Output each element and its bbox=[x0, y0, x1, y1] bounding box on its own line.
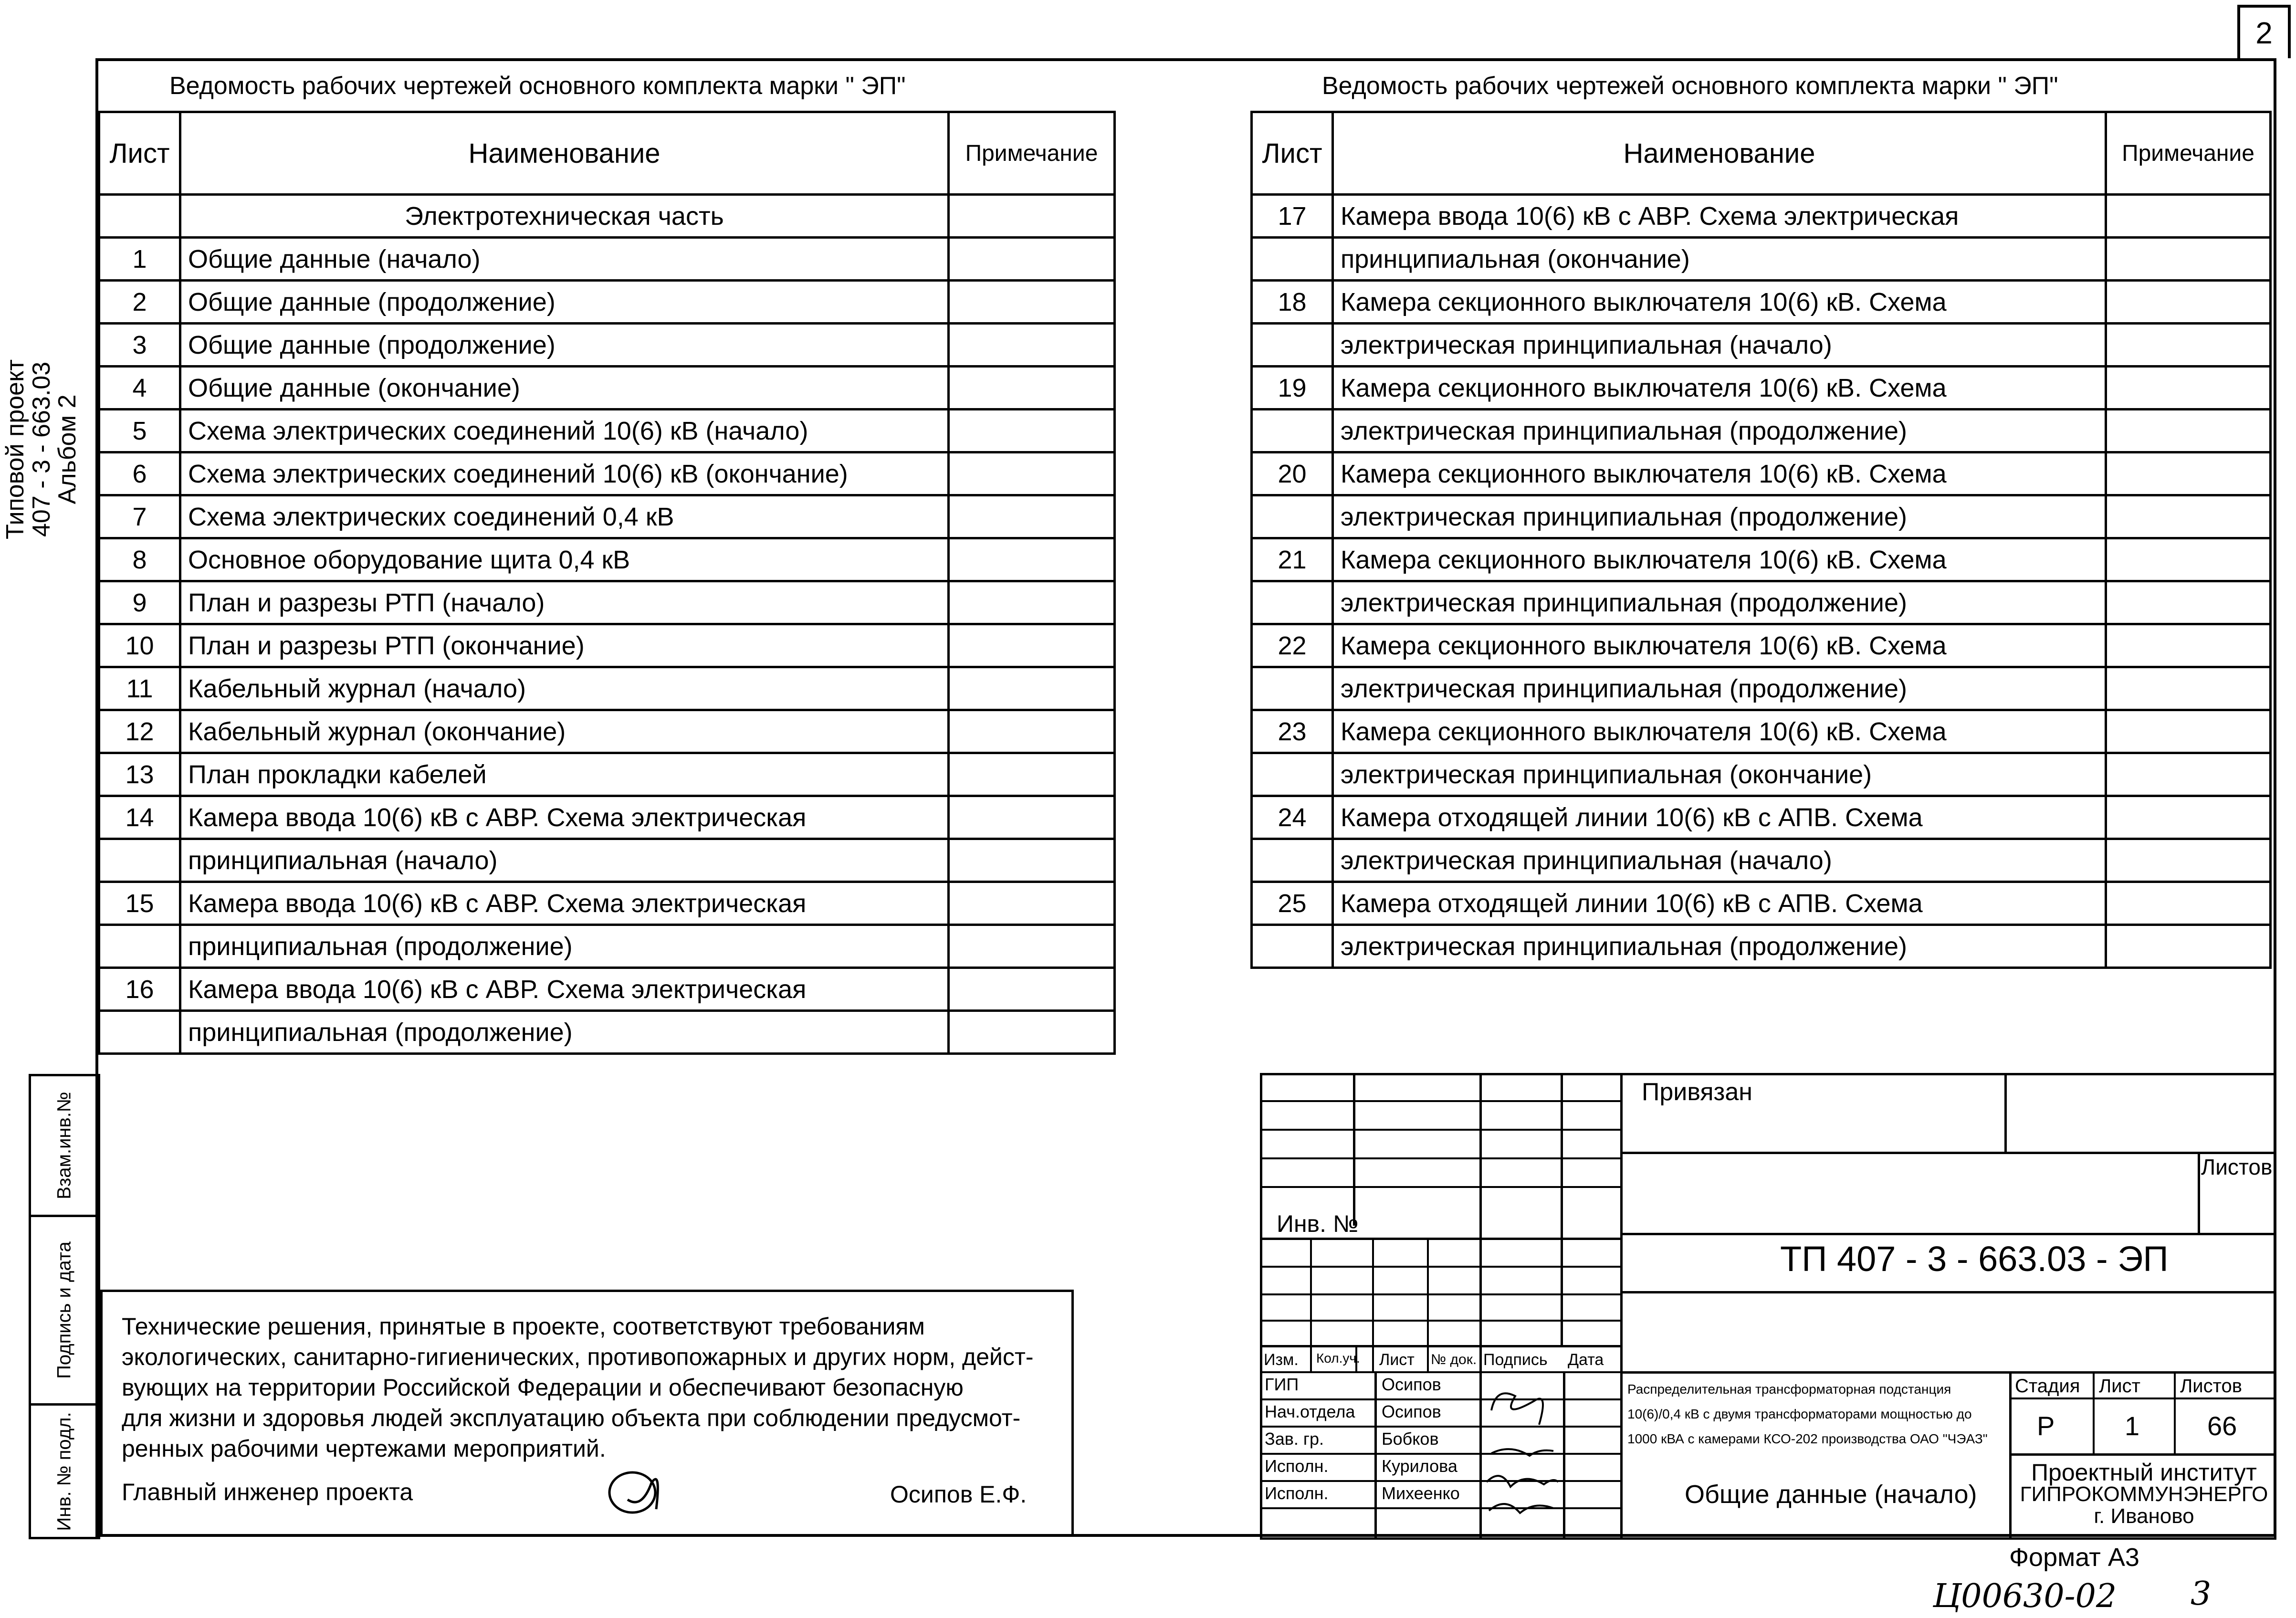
sheet-note bbox=[2106, 581, 2271, 624]
side-line-2: 407 - 3 - 663.03 bbox=[27, 361, 55, 537]
right-table-row bbox=[1252, 925, 2271, 968]
organization: Проектный институт ГИПРОКОММУНЭНЕРГО г. Иваново bbox=[2020, 1459, 2268, 1528]
sheet-number bbox=[99, 839, 180, 882]
left-table-row bbox=[99, 238, 1115, 281]
sheet-name: Схема электрических соединений 0,4 кВ bbox=[180, 495, 949, 538]
sheet-number bbox=[1252, 324, 1333, 367]
right-table-row bbox=[1252, 538, 2271, 581]
sheet-note bbox=[949, 1011, 1115, 1054]
sheet-note bbox=[949, 410, 1115, 452]
left-table-row bbox=[99, 624, 1115, 667]
sheet-name: Камера секционного выключателя 10(6) кВ. Схема bbox=[1333, 452, 2106, 495]
sheet-name: электрическая принципиальная (начало) bbox=[1333, 324, 2106, 367]
sheet-note bbox=[2106, 710, 2271, 753]
technical-note-box bbox=[100, 1290, 1074, 1537]
sheet-name: Общие данные (продолжение) bbox=[180, 281, 949, 324]
sheet-name: принципиальная (продолжение) bbox=[180, 1011, 949, 1054]
sheet-name: Кабельный журнал (начало) bbox=[180, 667, 949, 710]
sheet-name: Камера ввода 10(6) кВ с АВР. Схема электрическая bbox=[1333, 195, 2106, 238]
object-description: Распределительная трансформаторная подстанция 10(6)/0,4 кВ с двумя трансформаторами мощностью до 1000 кВА с камерами КСО-202 производства ОАО "ЧЭАЗ" bbox=[1627, 1382, 1988, 1446]
left-table-row bbox=[99, 367, 1115, 410]
sheet-number: 2 bbox=[99, 281, 180, 324]
sheet-number: 25 bbox=[1252, 882, 1333, 925]
sheet-name: электрическая принципиальная (продолжение) bbox=[1333, 495, 2106, 538]
sheet-name: Камера секционного выключателя 10(6) кВ. Схема bbox=[1333, 367, 2106, 410]
sheet-number: 7 bbox=[99, 495, 180, 538]
side-box-sign-date: Подпись и дата bbox=[29, 1215, 100, 1406]
sheet-number: 15 bbox=[99, 882, 180, 925]
left-table-row bbox=[99, 324, 1115, 367]
stage-value: Р bbox=[2037, 1411, 2055, 1441]
sheet-name: Схема электрических соединений 10(6) кВ (окончание) bbox=[180, 452, 949, 495]
hdr-kol: Кол.уч. bbox=[1316, 1351, 1360, 1366]
sheet-note bbox=[949, 796, 1115, 839]
sheet-number: 6 bbox=[99, 452, 180, 495]
sheet-name: Камера секционного выключателя 10(6) кВ. Схема bbox=[1333, 710, 2106, 753]
right-table-row bbox=[1252, 324, 2271, 367]
sheet-name: Камера ввода 10(6) кВ с АВР. Схема электрическая bbox=[180, 882, 949, 925]
left-table-row bbox=[99, 538, 1115, 581]
sheet-number bbox=[1252, 495, 1333, 538]
sheet-name: Основное оборудование щита 0,4 кВ bbox=[180, 538, 949, 581]
sheet-number: 12 bbox=[99, 710, 180, 753]
page-number: 2 bbox=[2237, 5, 2291, 58]
sheet-number bbox=[99, 925, 180, 968]
chief-signature bbox=[599, 1464, 685, 1521]
sheet-note bbox=[2106, 538, 2271, 581]
sheet-number bbox=[1252, 410, 1333, 452]
left-table-row bbox=[99, 796, 1115, 839]
left-table-row bbox=[99, 753, 1115, 796]
left-col-sheet: Лист bbox=[99, 112, 180, 195]
signer-role: Зав. гр. bbox=[1265, 1429, 1324, 1449]
side-project-label bbox=[2, 359, 81, 539]
left-table-row bbox=[99, 281, 1115, 324]
handwritten-code: Ц00630-02 bbox=[1933, 1577, 2117, 1615]
sheet-number: 19 bbox=[1252, 367, 1333, 410]
signer-name: Курилова bbox=[1382, 1456, 1457, 1476]
signer-name: Бобков bbox=[1382, 1429, 1439, 1449]
signer-role: Исполн. bbox=[1265, 1483, 1329, 1503]
right-table-row bbox=[1252, 624, 2271, 667]
sheet-note bbox=[949, 667, 1115, 710]
sheet-number bbox=[1252, 839, 1333, 882]
sheet-note bbox=[2106, 195, 2271, 238]
sheet-name: принципиальная (окончание) bbox=[1333, 238, 2106, 281]
sheet-name: План и разрезы РТП (окончание) bbox=[180, 624, 949, 667]
signer-name: Михеенко bbox=[1382, 1483, 1460, 1503]
sheet-name: электрическая принципиальная (начало) bbox=[1333, 839, 2106, 882]
sheet-name: План и разрезы РТП (начало) bbox=[180, 581, 949, 624]
right-table-row bbox=[1252, 281, 2271, 324]
right-table-row bbox=[1252, 410, 2271, 452]
sheet-name: Общие данные (продолжение) bbox=[180, 324, 949, 367]
sheet-note bbox=[949, 324, 1115, 367]
sheets-value: 66 bbox=[2207, 1411, 2237, 1441]
sheet-name: Камера ввода 10(6) кВ с АВР. Схема электрическая bbox=[180, 968, 949, 1011]
right-col-name: Наименование bbox=[1333, 112, 2106, 195]
privyazan-label: Привязан bbox=[1642, 1078, 1753, 1106]
hdr-data: Дата bbox=[1568, 1351, 1604, 1369]
right-table-row bbox=[1252, 367, 2271, 410]
sheet-number: 3 bbox=[99, 324, 180, 367]
sheet-number bbox=[1252, 581, 1333, 624]
hdr-ndok: № док. bbox=[1431, 1352, 1477, 1367]
left-table-row bbox=[99, 667, 1115, 710]
left-col-note: Примечание bbox=[949, 112, 1115, 195]
sheet-name: Камера отходящей линии 10(6) кВ с АПВ. Схема bbox=[1333, 796, 2106, 839]
right-table-row bbox=[1252, 753, 2271, 796]
right-table-row bbox=[1252, 238, 2271, 281]
sheet-name: принципиальная (начало) bbox=[180, 839, 949, 882]
sheet-name: электрическая принципиальная (продолжение) bbox=[1333, 925, 2106, 968]
sheet-note bbox=[949, 839, 1115, 882]
right-table-row bbox=[1252, 796, 2271, 839]
right-list-title: Ведомость рабочих чертежей основного комплекта марки " ЭП" bbox=[1322, 72, 2058, 100]
sheet-number: 21 bbox=[1252, 538, 1333, 581]
left-table-row bbox=[99, 882, 1115, 925]
sheet-note bbox=[2106, 796, 2271, 839]
sheet-note bbox=[2106, 238, 2271, 281]
sheet-note bbox=[2106, 624, 2271, 667]
inv-no-label: Инв. № bbox=[1277, 1210, 1359, 1237]
sheet-number: 16 bbox=[99, 968, 180, 1011]
sheet-number bbox=[1252, 753, 1333, 796]
sheet-note bbox=[949, 238, 1115, 281]
right-table-row bbox=[1252, 667, 2271, 710]
sheet-note bbox=[2106, 324, 2271, 367]
left-table-row bbox=[99, 495, 1115, 538]
side-box-replaced-inv: Взам.инв.№ bbox=[29, 1074, 100, 1217]
sheet-note bbox=[949, 968, 1115, 1011]
signature-marks bbox=[1482, 1372, 1563, 1539]
sheet-name: Камера секционного выключателя 10(6) кВ. Схема bbox=[1333, 281, 2106, 324]
sheet-note bbox=[2106, 925, 2271, 968]
signer-role: Нач.отдела bbox=[1265, 1402, 1355, 1421]
sheet-note bbox=[2106, 495, 2271, 538]
sheet-number: 23 bbox=[1252, 710, 1333, 753]
left-table-row bbox=[99, 581, 1115, 624]
left-table-row bbox=[99, 839, 1115, 882]
sheet-note bbox=[2106, 281, 2271, 324]
sheet-note bbox=[949, 367, 1115, 410]
sheet-name: Камера секционного выключателя 10(6) кВ. Схема bbox=[1333, 624, 2106, 667]
sheet-number bbox=[1252, 238, 1333, 281]
sheet-note bbox=[949, 624, 1115, 667]
handwritten-number: 3 bbox=[2191, 1575, 2212, 1613]
sheet-name: Камера секционного выключателя 10(6) кВ. Схема bbox=[1333, 538, 2106, 581]
signer-role: Исполн. bbox=[1265, 1456, 1329, 1476]
sheet-name: принципиальная (продолжение) bbox=[180, 925, 949, 968]
left-table-row bbox=[99, 1011, 1115, 1054]
left-table-row bbox=[99, 925, 1115, 968]
sheet-name: Камера ввода 10(6) кВ с АВР. Схема электрическая bbox=[180, 796, 949, 839]
technical-note-text: Технические решения, принятые в проекте, соответствуют требованиям экологических, санитарно-гигиенических, противопожарных и других норм, дейст- вующих на территории Российской Федерации и обеспечивают безопасную для жизни и здоровья людей эксплуатацию объекта при соблюдении предусмот- ренных рабочими чертежами мероприятий. bbox=[122, 1313, 1034, 1462]
sheet-note bbox=[2106, 367, 2271, 410]
sheet-note bbox=[949, 710, 1115, 753]
document-code: ТП 407 - 3 - 663.03 - ЭП bbox=[1780, 1239, 2169, 1279]
chief-engineer-label: Главный инженер проекта bbox=[122, 1479, 413, 1505]
right-table-row bbox=[1252, 839, 2271, 882]
right-drawings-table bbox=[1250, 111, 2272, 969]
sheet-note bbox=[949, 281, 1115, 324]
left-table-row bbox=[99, 968, 1115, 1011]
signer-name: Осипов bbox=[1382, 1402, 1441, 1421]
sheet-number: 14 bbox=[99, 796, 180, 839]
sheet-title: Общие данные (начало) bbox=[1685, 1480, 1977, 1509]
sheet-number: 17 bbox=[1252, 195, 1333, 238]
hdr-izm: Изм. bbox=[1264, 1351, 1299, 1369]
right-col-sheet: Лист bbox=[1252, 112, 1333, 195]
left-table-row bbox=[99, 710, 1115, 753]
sheet-note bbox=[949, 925, 1115, 968]
sheet-note bbox=[2106, 882, 2271, 925]
sheet-note bbox=[2106, 839, 2271, 882]
sheet-number: 24 bbox=[1252, 796, 1333, 839]
sheet-note bbox=[2106, 410, 2271, 452]
side-line-3: Альбом 2 bbox=[53, 394, 82, 504]
sheet-name: Кабельный журнал (окончание) bbox=[180, 710, 949, 753]
sheet-name: Схема электрических соединений 10(6) кВ (начало) bbox=[180, 410, 949, 452]
stage-label: Стадия bbox=[2015, 1376, 2080, 1397]
right-table-row bbox=[1252, 882, 2271, 925]
sheet-label: Лист bbox=[2099, 1376, 2140, 1397]
sheet-note bbox=[2106, 667, 2271, 710]
left-table-row bbox=[99, 452, 1115, 495]
listov-corner-label: Листов bbox=[2201, 1155, 2273, 1179]
right-col-note: Примечание bbox=[2106, 112, 2271, 195]
sheet-number: 11 bbox=[99, 667, 180, 710]
left-list-title: Ведомость рабочих чертежей основного комплекта марки " ЭП" bbox=[169, 72, 906, 100]
sheet-name: электрическая принципиальная (продолжение) bbox=[1333, 410, 2106, 452]
hdr-podpis: Подпись bbox=[1483, 1351, 1548, 1369]
sheet-name: электрическая принципиальная (продолжение) bbox=[1333, 667, 2106, 710]
sheet-name: Камера отходящей линии 10(6) кВ с АПВ. Схема bbox=[1333, 882, 2106, 925]
left-table-row bbox=[99, 410, 1115, 452]
right-table-row bbox=[1252, 195, 2271, 238]
sheet-name: План прокладки кабелей bbox=[180, 753, 949, 796]
sheet-note bbox=[949, 452, 1115, 495]
side-line-1: Типовой проект bbox=[1, 359, 29, 539]
left-drawings-table bbox=[98, 111, 1116, 1055]
sheet-note bbox=[949, 581, 1115, 624]
sheet-number: 20 bbox=[1252, 452, 1333, 495]
sheet-number: 1 bbox=[99, 238, 180, 281]
signer-role: ГИП bbox=[1265, 1375, 1299, 1394]
left-col-name: Наименование bbox=[180, 112, 949, 195]
signer-name: Осипов bbox=[1382, 1375, 1441, 1394]
sheet-number bbox=[1252, 667, 1333, 710]
sheet-value: 1 bbox=[2125, 1411, 2140, 1441]
sheet-name: Общие данные (начало) bbox=[180, 238, 949, 281]
sheet-note bbox=[2106, 452, 2271, 495]
sheet-number: 22 bbox=[1252, 624, 1333, 667]
sheet-note bbox=[949, 495, 1115, 538]
sheet-number bbox=[99, 1011, 180, 1054]
sheet-note bbox=[949, 538, 1115, 581]
right-table-row bbox=[1252, 581, 2271, 624]
right-table-row bbox=[1252, 710, 2271, 753]
sheet-number: 13 bbox=[99, 753, 180, 796]
sheet-note bbox=[949, 753, 1115, 796]
sheet-number: 18 bbox=[1252, 281, 1333, 324]
sheet-note bbox=[949, 882, 1115, 925]
format-label: Формат А3 bbox=[2009, 1543, 2139, 1572]
sheet-note bbox=[2106, 753, 2271, 796]
sheet-number: 10 bbox=[99, 624, 180, 667]
right-table-row bbox=[1252, 452, 2271, 495]
sheet-name: электрическая принципиальная (продолжение) bbox=[1333, 581, 2106, 624]
sheet-number: 4 bbox=[99, 367, 180, 410]
hdr-list: Лист bbox=[1379, 1351, 1415, 1369]
right-table-row bbox=[1252, 495, 2271, 538]
sheet-name: электрическая принципиальная (окончание) bbox=[1333, 753, 2106, 796]
sheet-number: 8 bbox=[99, 538, 180, 581]
left-section-title: Электротехническая часть bbox=[180, 195, 949, 238]
sheets-label: Листов bbox=[2180, 1376, 2242, 1397]
sheet-number: 9 bbox=[99, 581, 180, 624]
side-box-inv-orig: Инв. № подл. bbox=[29, 1403, 100, 1539]
sheet-name: Общие данные (окончание) bbox=[180, 367, 949, 410]
sheet-number: 5 bbox=[99, 410, 180, 452]
chief-engineer-name: Осипов Е.Ф. bbox=[890, 1481, 1027, 1508]
sheet-number bbox=[1252, 925, 1333, 968]
